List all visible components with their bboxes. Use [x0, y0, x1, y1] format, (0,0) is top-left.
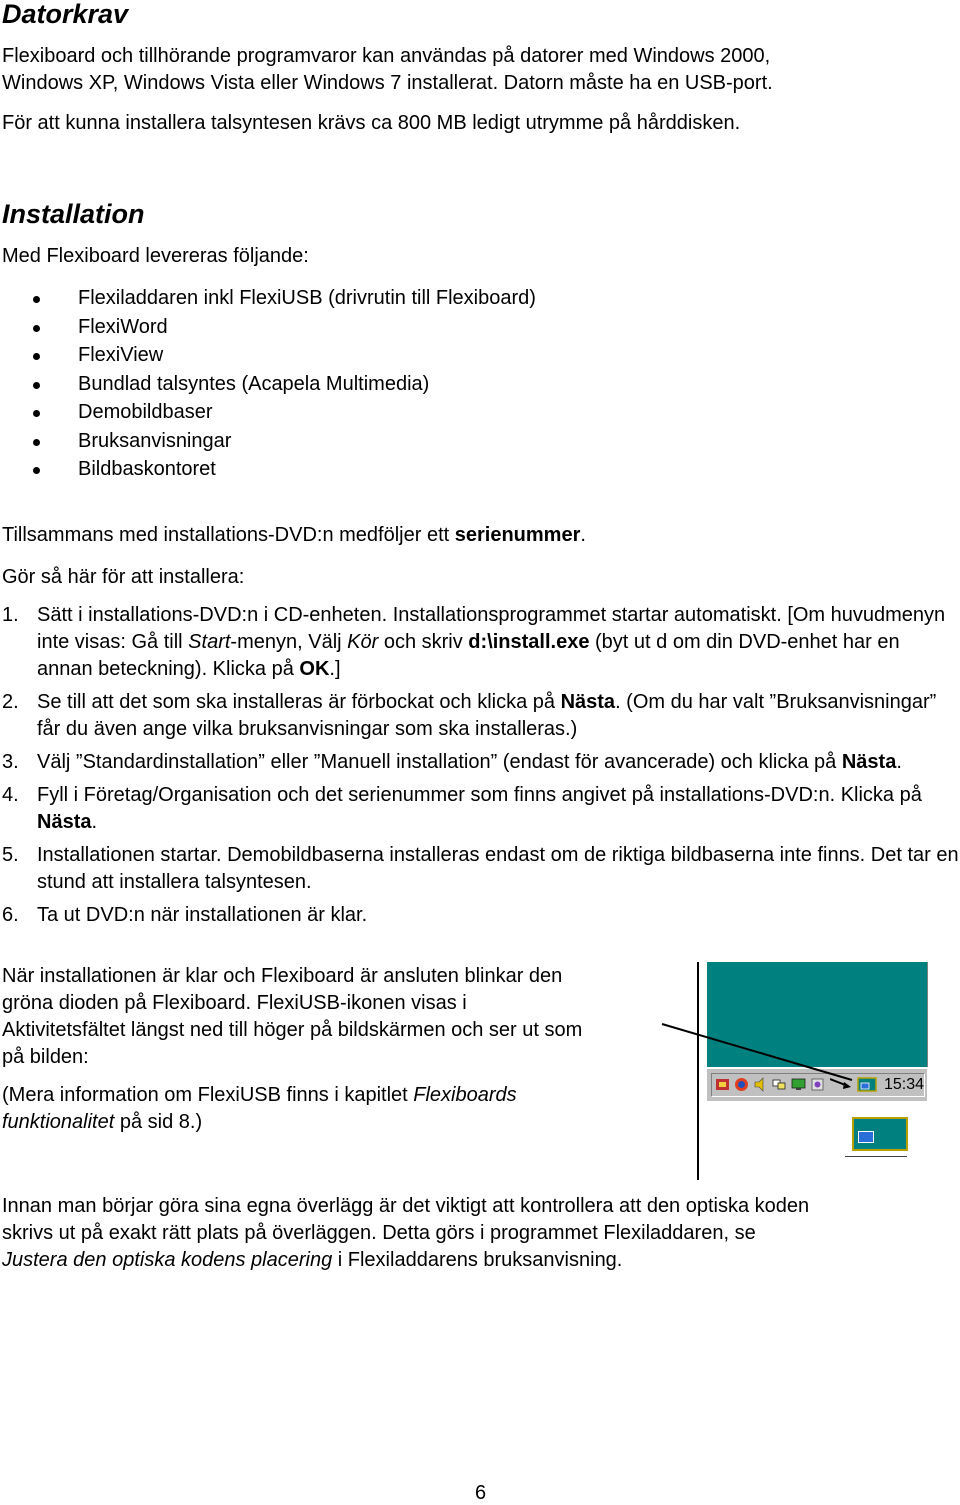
step-item: 5. Installationen startar. Demobildbaserna installeras endast om de riktiga bildbaserna inte finns. Det tar en stund att installera talsyntesen.	[2, 844, 959, 893]
step-item: 2. Se till att det som ska installeras är förbockat och klicka på Nästa. (Om du har valt ”Bruksanvisningar” får du även ange vilka bruksanvisningar som ska installeras.)	[2, 691, 937, 740]
bullet-icon	[33, 382, 40, 389]
page-number: 6	[475, 1482, 487, 1504]
after-install-text: När installationen är klar och Flexiboard är ansluten blinkar den gröna dioden på Flexiboard. FlexiUSB-ikonen visas i Aktivitetsfältet längst ned till höger på bildskärmen och ser ut som på bilden: (Mera information om FlexiUSB finns i kapitlet Flexiboards funktionalitet på sid 8.)	[2, 963, 692, 1136]
flexiusb-icon	[857, 1077, 877, 1092]
heading-datorkrav: Datorkrav	[2, 0, 129, 29]
step-item: 6. Ta ut DVD:n när installationen är klar.	[2, 904, 368, 926]
bullet-icon	[33, 467, 40, 474]
howto-intro: Gör så här för att installera:	[2, 566, 245, 588]
bullet-icon	[33, 439, 40, 446]
datorkrav-text	[2, 43, 960, 137]
installation-intro: Med Flexiboard levereras följande:	[2, 245, 309, 267]
tray-clock: 15:34	[884, 1076, 925, 1093]
bullet-icon	[33, 296, 40, 303]
more-info: (Mera information om FlexiUSB finns i kapitlet Flexiboards	[2, 1084, 517, 1106]
bullet-icon	[33, 325, 40, 332]
datorkrav-line: Windows XP, Windows Vista eller Windows 7 installerat. Datorn måste ha en USB-port.	[2, 72, 773, 94]
bullet-icon	[33, 353, 40, 360]
heading-installation: Installation	[2, 199, 145, 229]
datorkrav-line: Flexiboard och tillhörande programvaror kan användas på datorer med Windows 2000,	[2, 45, 771, 67]
step-item: 3. Välj ”Standardinstallation” eller ”Manuell installation” (endast för avancerade) och klicka på Nästa.	[2, 751, 902, 773]
install-steps	[2, 602, 960, 935]
more-info-cont: funktionalitet på sid 8.)	[2, 1111, 203, 1133]
serial-note: Tillsammans med installations-DVD:n medföljer ett serienummer.	[2, 524, 586, 546]
datorkrav-line: För att kunna installera talsyntesen krävs ca 800 MB ledigt utrymme på hårddisken.	[2, 112, 741, 134]
step-item: 4. Fyll i Företag/Organisation och det serienummer som finns angivet på installations-DVD:n. Klicka på Nästa.	[2, 784, 922, 833]
step-item: 1. Sätt i installations-DVD:n i CD-enheten. Installationsprogrammet startar automatiskt. [Om huvudmenyn inte visas: Gå till Start-menyn, Välj Kör och skriv d:\install.exe (byt ut d om din DVD-enhet har en annan beteckning). Klicka på OK.]	[2, 604, 946, 680]
closing-italic: Justera den optiska kodens placering	[2, 1249, 333, 1271]
bullet-icon	[33, 410, 40, 417]
serial-keyword: serienummer	[454, 524, 581, 546]
closing-text: Innan man börjar göra sina egna överlägg är det viktigt att kontrollera att den optiska koden skrivs ut på exakt rätt plats på överläggen. Detta görs i programmet Flexiladdaren, se Justera den optiska kodens placering i Flexiladdarens bruksanvisning.	[2, 1195, 810, 1271]
flexiusb-icon-enlarged	[852, 1117, 908, 1151]
pointer-line	[660, 1020, 860, 1090]
